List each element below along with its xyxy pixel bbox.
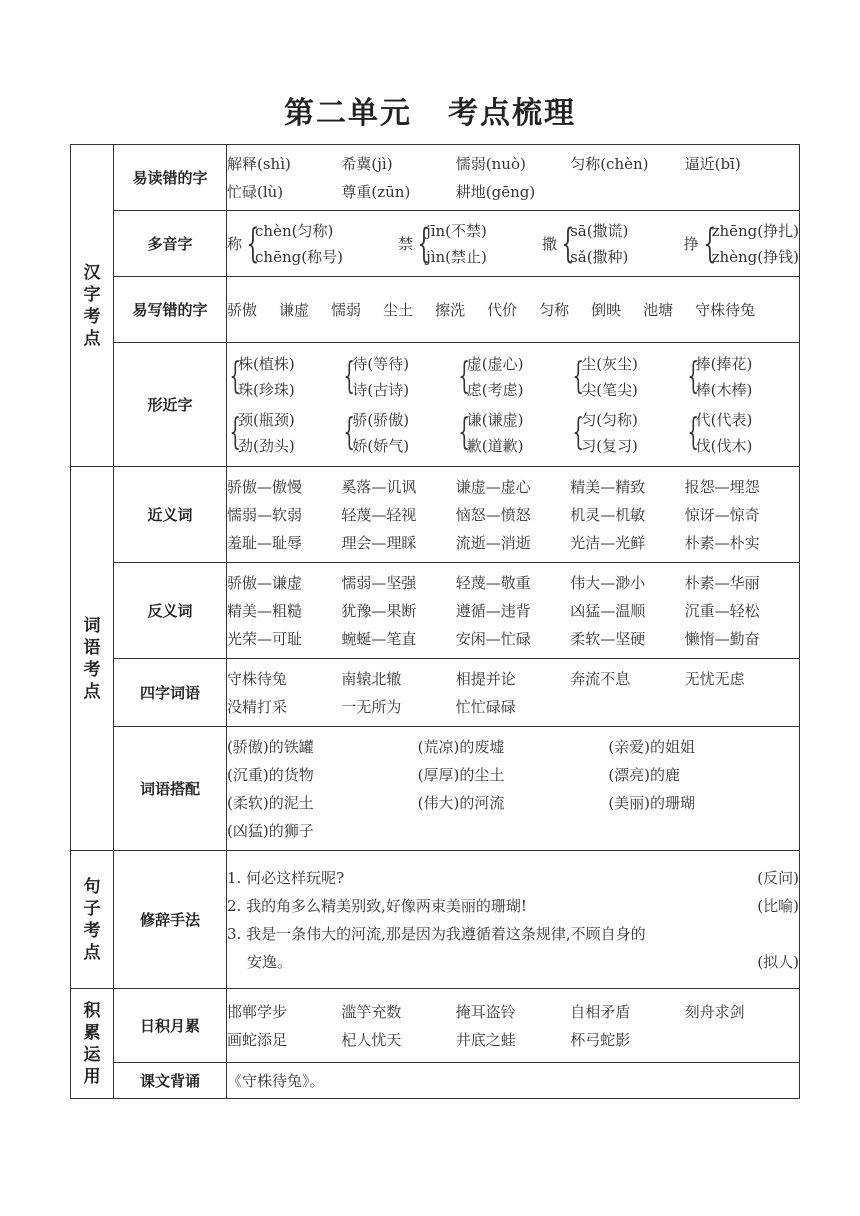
brace-icon: { xyxy=(458,355,470,397)
list-item: 杯弓蛇影 xyxy=(570,1030,631,1049)
list-item: 犹豫—果断 xyxy=(341,601,417,620)
list-item: 一无所为 xyxy=(341,697,402,716)
polyphone-group xyxy=(398,218,487,270)
content-duoyin xyxy=(227,211,800,277)
section-char: 运 xyxy=(83,1044,101,1065)
list-item: 倒映 xyxy=(591,300,622,319)
row-yixie xyxy=(71,277,800,343)
list-item: 尖(笔尖) xyxy=(581,380,638,399)
row-yidu xyxy=(71,145,800,211)
list-item: (荒凉)的废墟 xyxy=(417,737,505,756)
list-item: (漂亮)的鹿 xyxy=(608,765,681,784)
list-item: (美丽)的珊瑚 xyxy=(608,793,696,812)
sentence-text: 2. 我的角多么精美别致,好像两束美丽的珊瑚! xyxy=(227,896,527,915)
list-item: 匀称(chèn) xyxy=(570,154,649,173)
section-char: 词 xyxy=(83,615,101,636)
list-item: 虑(考虑) xyxy=(466,380,524,399)
duoyin-list xyxy=(227,218,799,270)
category-fanyi: 反义词 xyxy=(114,563,227,659)
list-item: 池塘 xyxy=(643,300,674,319)
list-item: 忙碌(lù) xyxy=(227,182,284,201)
brace-icon: { xyxy=(687,411,699,453)
list-item: 伟大—渺小 xyxy=(570,573,646,592)
list-item: jīn(不禁) xyxy=(426,221,487,240)
list-item: 光洁—光鲜 xyxy=(570,533,646,552)
list-item: 南辕北辙 xyxy=(341,669,402,688)
list-item: (骄傲)的铁罐 xyxy=(227,737,314,756)
similar-char-pair xyxy=(570,351,684,403)
list-item: 珠(珍珠) xyxy=(238,380,295,399)
brace-icon: { xyxy=(229,355,241,397)
list-item: 骄傲 xyxy=(227,300,258,319)
list-item: 谦虚—虚心 xyxy=(455,477,531,496)
category-xiuci: 修辞手法 xyxy=(114,851,227,989)
brace-icon: { xyxy=(343,355,356,397)
category-kewen: 课文背诵 xyxy=(114,1063,227,1099)
list-item: 诗(古诗) xyxy=(352,380,410,399)
title-part1: 第二单元 xyxy=(284,96,412,131)
list-item: 掩耳盗铃 xyxy=(455,1002,516,1021)
list-item: sā(撒谎) xyxy=(570,221,629,240)
polyphone-char: 挣 xyxy=(683,234,699,253)
list-item: 懦弱—软弱 xyxy=(227,505,303,524)
content-xiuci xyxy=(227,851,800,989)
list-item: 凶猛—温顺 xyxy=(570,601,646,620)
fanyi-list xyxy=(227,569,799,653)
list-item: 沉重—轻松 xyxy=(684,601,760,620)
list-item: 蜿蜒—笔直 xyxy=(341,629,417,648)
list-item: 尘土 xyxy=(383,300,414,319)
list-item: 报怨—埋怨 xyxy=(684,477,760,496)
category-jinyi: 近义词 xyxy=(114,467,227,563)
content-kewen: 《守株待兔》。 xyxy=(227,1063,800,1099)
list-item: 没精打采 xyxy=(227,697,288,716)
section-char: 字 xyxy=(83,284,101,305)
brace-icon: { xyxy=(229,411,241,453)
section-char: 点 xyxy=(83,328,101,349)
list-item: 安闲—忙碌 xyxy=(455,629,531,648)
list-item: 习(复习) xyxy=(581,436,638,455)
list-item: (沉重)的货物 xyxy=(227,765,314,784)
section-char: 子 xyxy=(83,898,101,919)
brace-icon: { xyxy=(572,411,585,453)
list-item: 邯郸学步 xyxy=(227,1002,288,1021)
list-item: 虚(虚心) xyxy=(466,354,524,373)
category-dapei: 词语搭配 xyxy=(114,727,227,851)
sentence-row xyxy=(227,948,799,976)
list-item: 懦弱—坚强 xyxy=(341,573,417,592)
list-item: (亲爱)的姐姐 xyxy=(608,737,696,756)
section-char: 点 xyxy=(83,681,101,702)
section-char: 积 xyxy=(83,1000,101,1021)
row-fanyi xyxy=(71,563,800,659)
list-item: 懒惰—勤奋 xyxy=(684,629,760,648)
summary-table xyxy=(70,144,800,1099)
list-item: 无忧无虑 xyxy=(684,669,745,688)
list-item: 机灵—机敏 xyxy=(570,505,646,524)
row-dapei xyxy=(71,727,800,851)
list-item: 代(代表) xyxy=(695,410,753,429)
brace-icon: { xyxy=(417,220,431,267)
page-title xyxy=(0,88,860,132)
similar-char-pair xyxy=(456,351,570,403)
content-yixie xyxy=(227,277,800,343)
content-xingjin xyxy=(227,343,800,467)
category-yidu: 易读错的字 xyxy=(114,145,227,211)
list-item: 匀称 xyxy=(539,300,570,319)
similar-char-pair xyxy=(570,407,684,459)
list-item: 精美—精致 xyxy=(570,477,646,496)
list-item: 擦洗 xyxy=(435,300,466,319)
similar-char-pair xyxy=(341,407,455,459)
list-item: 懦弱(nuò) xyxy=(455,154,526,173)
list-item: 忙忙碌碌 xyxy=(455,697,516,716)
list-item: 匀(匀称) xyxy=(581,410,638,429)
dapei-list xyxy=(227,733,799,845)
list-item: (伟大)的河流 xyxy=(417,793,505,812)
list-item: 骄傲—傲慢 xyxy=(227,477,303,496)
similar-char-pair xyxy=(685,407,799,459)
list-item: 尊重(zūn) xyxy=(341,182,411,201)
category-rijiyuelei: 日积月累 xyxy=(114,989,227,1063)
brace-icon: { xyxy=(343,411,356,453)
list-item: 劲(劲头) xyxy=(238,436,295,455)
list-item: 滥竽充数 xyxy=(341,1002,402,1021)
title-part2: 考点梳理 xyxy=(448,96,576,131)
list-item: 株(植株) xyxy=(238,354,295,373)
row-xingjin xyxy=(71,343,800,467)
content-fanyi xyxy=(227,563,800,659)
list-item: 遵循—违背 xyxy=(455,601,531,620)
sentence-text: 安逸。 xyxy=(247,952,293,971)
section-char: 点 xyxy=(83,942,101,963)
list-item: 谦(谦虚) xyxy=(466,410,524,429)
list-item: 奔流不息 xyxy=(570,669,631,688)
list-item: 井底之蛙 xyxy=(455,1030,516,1049)
list-item: 骄(骄傲) xyxy=(352,410,410,429)
sizi-list xyxy=(227,665,799,721)
list-item: 代价 xyxy=(487,300,518,319)
list-item: (柔软)的泥土 xyxy=(227,793,314,812)
list-item: 精美—粗糙 xyxy=(227,601,303,620)
section-juzi-label xyxy=(71,851,114,989)
list-item: 棒(木棒) xyxy=(695,380,753,399)
category-duoyin: 多音字 xyxy=(114,211,227,277)
list-item: 恼怒—愤怒 xyxy=(455,505,531,524)
list-item: zhèng(挣钱) xyxy=(711,247,799,266)
similar-char-pair xyxy=(227,351,341,403)
list-item: 骄傲—谦虚 xyxy=(227,573,303,592)
section-hanzi-label xyxy=(71,145,114,467)
list-item: 耕地(gēng) xyxy=(455,182,536,201)
rhetoric-tag: (反问) xyxy=(757,868,799,887)
row-rijiyuelei xyxy=(71,989,800,1063)
list-item: 颈(瓶颈) xyxy=(238,410,295,429)
list-item: 解释(shì) xyxy=(227,154,291,173)
polyphone-char: 撒 xyxy=(542,234,558,253)
rhetoric-tag: (比喻) xyxy=(757,896,799,915)
section-char: 累 xyxy=(83,1022,101,1043)
list-item: 光荣—可耻 xyxy=(227,629,303,648)
similar-char-pair xyxy=(227,407,341,459)
brace-icon: { xyxy=(572,355,585,397)
list-item: 守株待兔 xyxy=(227,669,288,688)
section-char: 考 xyxy=(83,306,101,327)
content-dapei xyxy=(227,727,800,851)
list-item: sǎ(撒种) xyxy=(570,247,629,266)
content-sizi xyxy=(227,659,800,727)
section-char: 用 xyxy=(83,1066,101,1087)
list-item: 自相矛盾 xyxy=(570,1002,631,1021)
list-item: 尘(灰尘) xyxy=(581,354,638,373)
section-char: 句 xyxy=(83,876,101,897)
category-yixie: 易写错的字 xyxy=(114,277,227,343)
list-item: 理会—理睬 xyxy=(341,533,417,552)
list-item: 柔软—坚硬 xyxy=(570,629,646,648)
section-char: 汉 xyxy=(83,262,101,283)
list-item: 奚落—讥讽 xyxy=(341,477,417,496)
list-item: 流逝—消逝 xyxy=(455,533,531,552)
similar-char-pair xyxy=(341,351,455,403)
polyphone-char: 称 xyxy=(227,234,243,253)
rijiyuelei-list xyxy=(227,998,799,1054)
sentence-row xyxy=(227,864,799,892)
list-item: 羞耻—耻辱 xyxy=(227,533,303,552)
list-item: 逼近(bī) xyxy=(684,154,741,173)
section-char: 语 xyxy=(83,637,101,658)
list-item: 刻舟求剑 xyxy=(684,1002,745,1021)
content-rijiyuelei xyxy=(227,989,800,1063)
brace-icon: { xyxy=(561,220,575,267)
row-kewen xyxy=(71,1063,800,1099)
list-item: 希冀(jì) xyxy=(341,154,393,173)
list-item: 轻蔑—敬重 xyxy=(455,573,531,592)
polyphone-group xyxy=(542,218,628,270)
list-item: 相提并论 xyxy=(455,669,516,688)
jinyi-list xyxy=(227,473,799,557)
row-sizi xyxy=(71,659,800,727)
yixie-list xyxy=(227,296,799,324)
sentence-text: 3. 我是一条伟大的河流,那是因为我遵循着这条规律,不顾自身的 xyxy=(227,924,646,943)
list-item: 轻蔑—轻视 xyxy=(341,505,417,524)
list-item: zhēng(挣扎) xyxy=(711,221,799,240)
list-item: 谦虚 xyxy=(279,300,310,319)
sentence-text: 1. 何必这样玩呢? xyxy=(227,868,345,887)
section-char: 考 xyxy=(83,659,101,680)
list-item: 杞人忧天 xyxy=(341,1030,402,1049)
sentence-row xyxy=(227,892,799,920)
similar-char-pair xyxy=(456,407,570,459)
list-item: 懦弱 xyxy=(331,300,362,319)
content-yidu xyxy=(227,145,800,211)
content-jinyi xyxy=(227,467,800,563)
category-xingjin: 形近字 xyxy=(114,343,227,467)
xingjin-list xyxy=(227,351,799,459)
list-item: 待(等待) xyxy=(352,354,410,373)
section-jilei-label xyxy=(71,989,114,1099)
brace-icon: { xyxy=(703,220,716,267)
list-item: 朴素—华丽 xyxy=(684,573,760,592)
brace-icon: { xyxy=(687,355,699,397)
list-item: 娇(娇气) xyxy=(352,436,410,455)
list-item: jìn(禁止) xyxy=(426,247,487,266)
list-item: 守株待兔 xyxy=(695,300,756,319)
row-jinyi xyxy=(71,467,800,563)
category-sizi: 四字词语 xyxy=(114,659,227,727)
row-duoyin xyxy=(71,211,800,277)
sentence-row xyxy=(227,920,799,948)
list-item: 朴素—朴实 xyxy=(684,533,760,552)
list-item: 捧(捧花) xyxy=(695,354,753,373)
list-item: 歉(道歉) xyxy=(466,436,524,455)
polyphone-group xyxy=(684,218,799,270)
list-item: chèn(匀称) xyxy=(255,221,334,240)
section-ciyu-label xyxy=(71,467,114,851)
rhetoric-tag: (拟人) xyxy=(757,952,799,971)
section-char: 考 xyxy=(83,920,101,941)
similar-char-pair xyxy=(685,351,799,403)
polyphone-char: 禁 xyxy=(398,234,414,253)
list-item: 伐(伐木) xyxy=(695,436,753,455)
yidu-list xyxy=(227,150,799,206)
list-item: 画蛇添足 xyxy=(227,1030,288,1049)
polyphone-group xyxy=(227,218,343,270)
brace-icon: { xyxy=(246,220,260,267)
list-item: chēng(称号) xyxy=(255,247,343,266)
row-xiuci xyxy=(71,851,800,989)
list-item: (厚厚)的尘土 xyxy=(417,765,505,784)
brace-icon: { xyxy=(458,411,470,453)
list-item: (凶猛)的狮子 xyxy=(227,821,314,840)
list-item: 惊讶—惊奇 xyxy=(684,505,760,524)
